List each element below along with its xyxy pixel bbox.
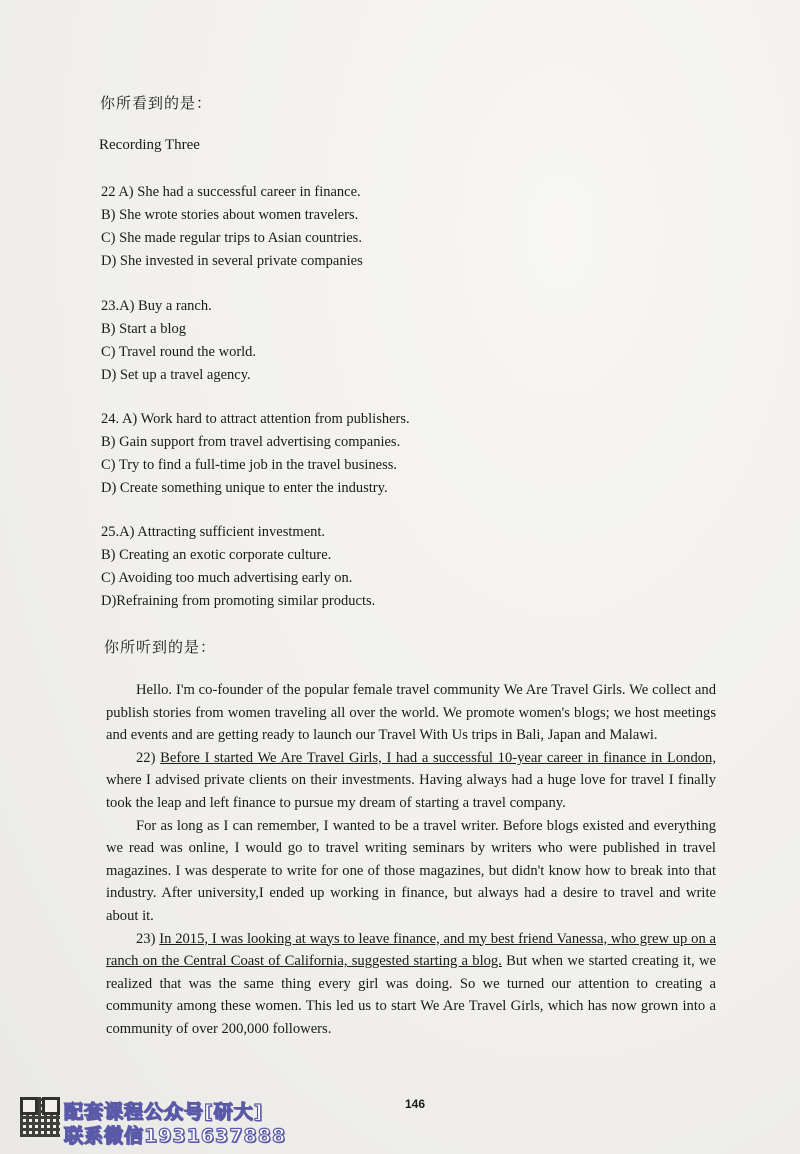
question-25-line-b: B) Creating an exotic corporate culture. — [101, 547, 332, 563]
question-22-line-b: B) She wrote stories about women travelers. — [101, 207, 359, 223]
watermark-line-2: 联系微信1931637888 — [64, 1125, 287, 1147]
question-24-line-c: C) Try to find a full-time job in the travel business. — [101, 457, 398, 473]
question-23-line-c: C) Travel round the world. — [101, 344, 257, 360]
question-25-line-d: D)Refraining from promoting similar products. — [101, 593, 376, 609]
question-24-line-a: 24. A) Work hard to attract attention from publishers. — [101, 411, 410, 427]
transcript-paragraph-2 — [106, 747, 716, 815]
question-22-line-a: 22 A) She had a successful career in finance. — [101, 184, 361, 200]
answer-23-number: 23) — [136, 930, 156, 947]
question-23-line-d: D) Set up a travel agency. — [101, 367, 251, 383]
answer-22-number: 22) — [136, 749, 156, 766]
question-25-line-a: 25.A) Attracting sufficient investment. — [101, 524, 326, 540]
transcript-paragraph-4-rest: But when we started creating it, we realized that was the same thing every girl was doing. So we turned our attention to creating a community among these women. This led us to start We Are Travel Girls, which has now grown into a community of over 200,000 followers. — [106, 953, 716, 1037]
watermark-line-1: 配套课程公众号[研大] — [64, 1101, 264, 1123]
question-24 — [101, 408, 601, 500]
question-22-line-c: C) She made regular trips to Asian countries. — [101, 230, 362, 246]
transcript-paragraph-1: Hello. I'm co-founder of the popular female travel community We Are Travel Girls. We collect and publish stories from women traveling all over the world. We promote women's blogs; we host meetings and events and are getting ready to launch our Travel With Us trips in Bali, Japan and Malawi. — [106, 682, 716, 744]
page-number: 146 — [404, 1097, 426, 1111]
heard-heading: 你所听到的是： — [104, 640, 217, 656]
question-24-line-b: B) Gain support from travel advertising companies. — [101, 434, 401, 450]
question-22-line-d: D) She invested in several private companies — [101, 253, 363, 269]
transcript-paragraph-4 — [106, 928, 716, 1041]
qr-code-icon — [20, 1097, 60, 1137]
question-25 — [101, 521, 601, 613]
question-23-line-a: 23.A) Buy a ranch. — [101, 298, 212, 314]
seen-heading: 你所看到的是： — [100, 96, 213, 112]
section-title: Recording Three — [99, 137, 200, 153]
answer-23-underlined: In 2015, I was looking at ways to leave finance, and my best friend Vanessa, who grew up on a ranch on the Central Coast of California, suggested starting a blog. — [106, 930, 716, 970]
question-25-line-c: C) Avoiding too much advertising early on. — [101, 570, 353, 586]
question-24-line-d: D) Create something unique to enter the industry. — [101, 480, 388, 496]
transcript-paragraph-3: For as long as I can remember, I wanted to be a travel writer. Before blogs existed and everything we read was online, I would go to travel writing seminars by writers who were published in travel magazines. I was desperate to write for one of those magazines, but didn't know how to break into that industry. After university,I ended up working in finance, but always had a desire to travel and write about it. — [106, 817, 716, 924]
question-23 — [101, 295, 601, 387]
question-22 — [101, 181, 601, 273]
transcript — [106, 679, 716, 1041]
answer-22-underlined: Before I started We Are Travel Girls, I had a successful 10-year career in finance in London, — [160, 749, 716, 766]
transcript-paragraph-2-rest: where I advised private clients on their investments. Having always had a huge love for travel I finally took the leap and left finance to pursue my dream of starting a travel company. — [106, 772, 716, 811]
question-23-line-b: B) Start a blog — [101, 321, 186, 337]
